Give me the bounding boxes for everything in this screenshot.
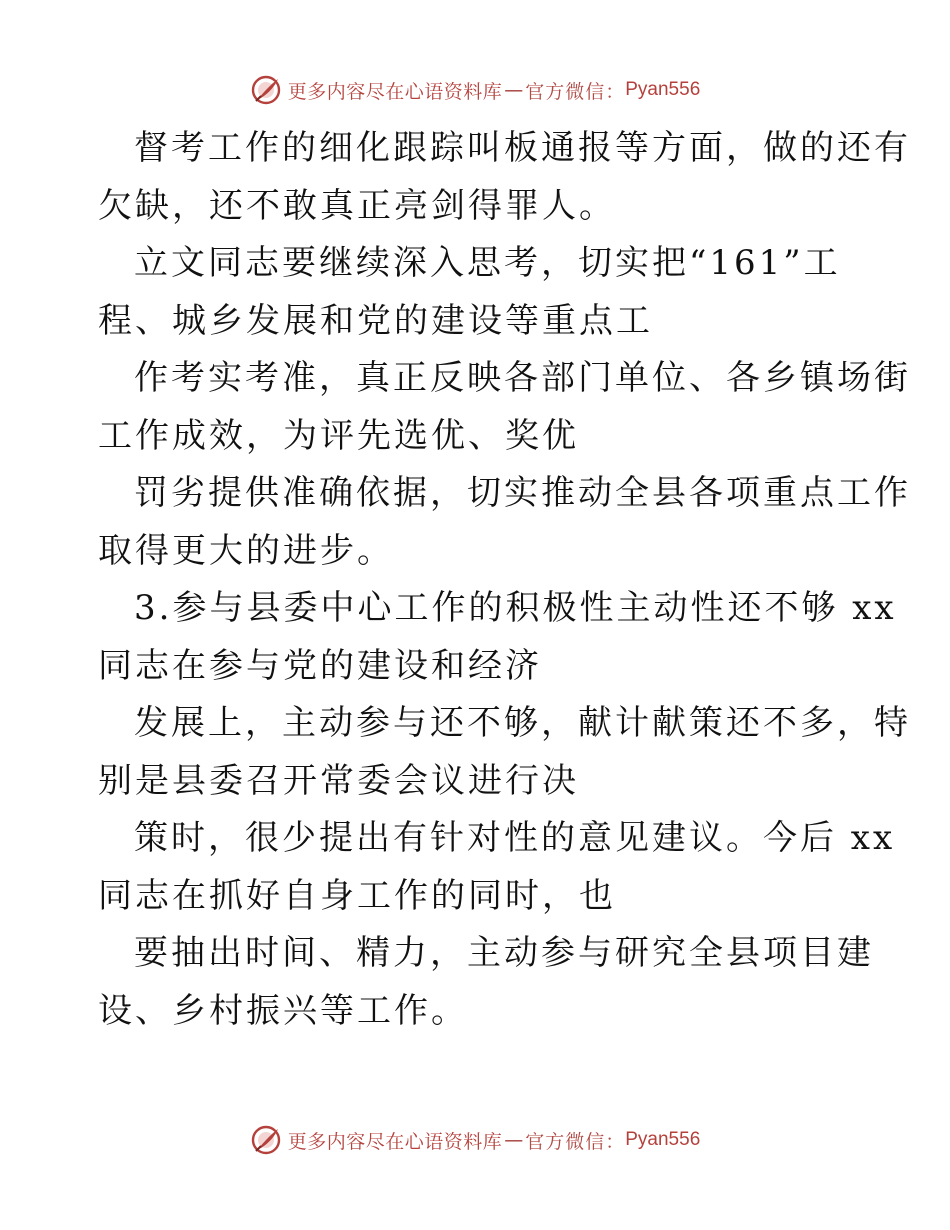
watermark-text: 更多内容尽在心语资料库 bbox=[287, 1130, 503, 1153]
watermark-wechat-label: 官方微信： bbox=[525, 1130, 626, 1153]
text-line: 发展上，主动参与还不够，献计献策还不多，特 bbox=[134, 703, 911, 743]
text-line: 同志在参与党的建设和经济 bbox=[98, 645, 542, 686]
quill-logo-icon bbox=[250, 1124, 282, 1156]
text-line: 程、城乡发展和党的建设等重点工 bbox=[98, 300, 653, 341]
text-line: 作考实考准，真正反映各部门单位、各乡镇场街 bbox=[134, 358, 911, 398]
quill-logo-icon bbox=[250, 74, 282, 106]
text-line: 取得更大的进步。 bbox=[98, 530, 394, 571]
watermark-dash: — bbox=[504, 79, 524, 101]
document-body bbox=[98, 120, 911, 1040]
watermark-dash: — bbox=[504, 1129, 524, 1151]
text-line: 同志在抓好自身工作的同时，也 bbox=[98, 875, 616, 916]
text-line: 欠缺，还不敢真正亮剑得罪人。 bbox=[98, 185, 616, 226]
watermark-text: 更多内容尽在心语资料库 bbox=[287, 80, 503, 103]
text-line: 立文同志要继续深入思考，切实把“161”工 bbox=[134, 243, 841, 283]
watermark-wechat-label: 官方微信： bbox=[525, 80, 626, 103]
watermark-wechat-id: Pyan556 bbox=[625, 79, 701, 100]
text-line: 设、乡村振兴等工作。 bbox=[98, 990, 468, 1031]
text-line: 罚劣提供准确依据，切实推动全县各项重点工作 bbox=[134, 473, 911, 513]
watermark-wechat-id: Pyan556 bbox=[625, 1129, 701, 1150]
footer-watermark bbox=[0, 1120, 950, 1160]
text-line: 别是县委召开常委会议进行决 bbox=[98, 760, 579, 801]
header-watermark bbox=[0, 70, 950, 110]
text-line: 要抽出时间、精力，主动参与研究全县项目建 bbox=[134, 933, 874, 973]
text-line: 策时，很少提出有针对性的意见建议。今后 xx bbox=[134, 818, 896, 858]
text-line: 督考工作的细化跟踪叫板通报等方面，做的还有 bbox=[134, 128, 911, 168]
text-line: 工作成效，为评先选优、奖优 bbox=[98, 415, 579, 456]
text-line: 3.参与县委中心工作的积极性主动性还不够 xx bbox=[134, 588, 897, 628]
